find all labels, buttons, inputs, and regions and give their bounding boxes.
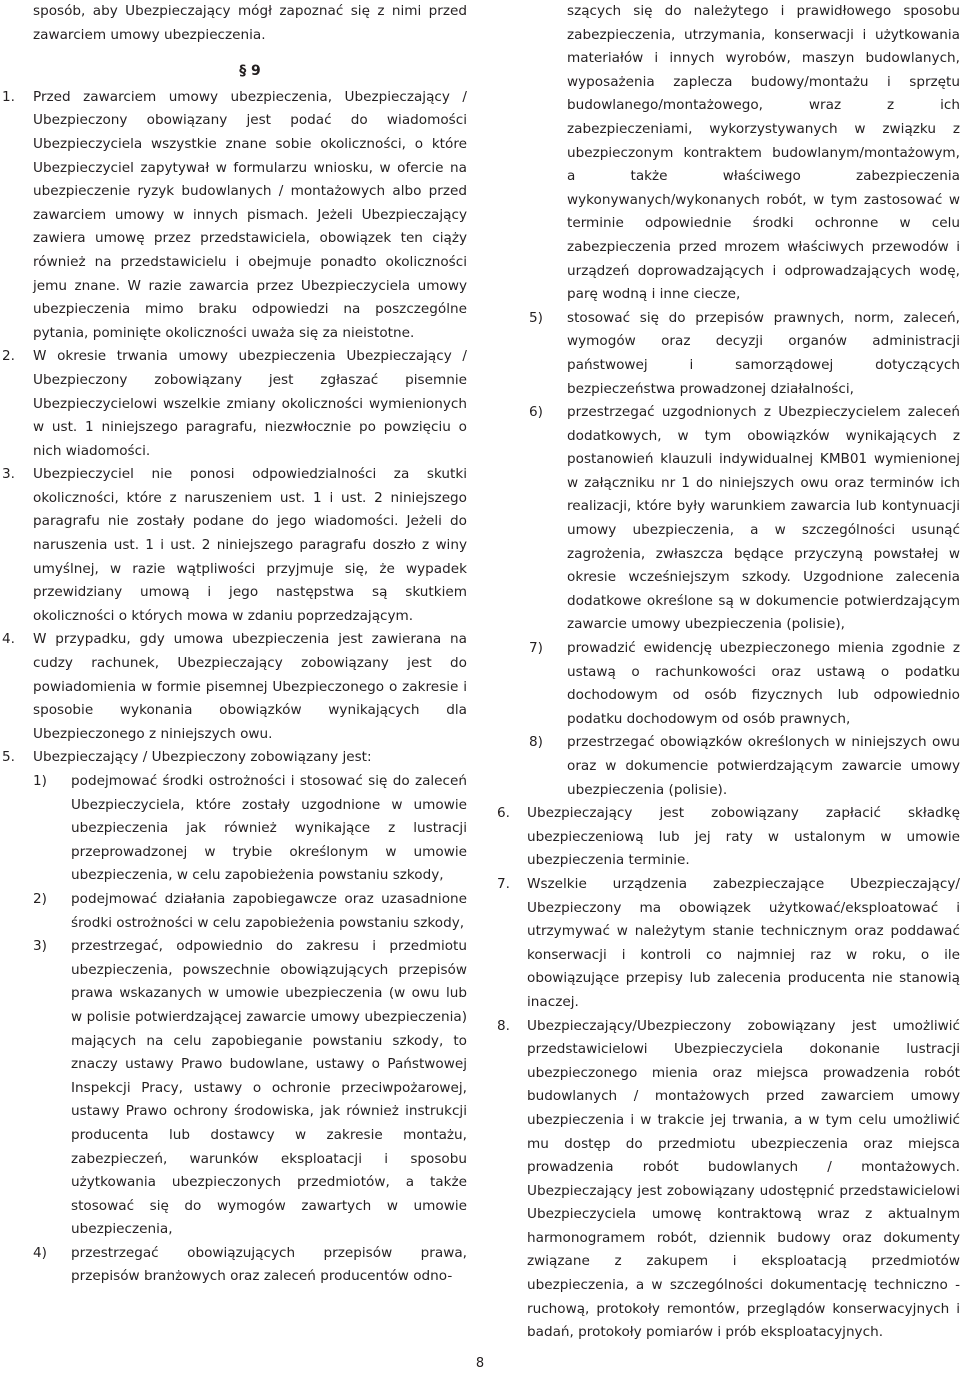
item-number: 7. [497,875,510,892]
sub-item-number: 8) [529,734,543,751]
item-text: Przed zawarciem umowy ubezpieczenia, Ubezpieczający / Ubezpieczony obowiązany jest podać do wiadomości Ubezpieczyciela wszystkie znane sobie okoliczności, o które Ubezpieczyciel zapytywał w formularzu wniosku, w ofercie na ubezpieczenie ryzyk budowlanych / montażowych albo przed zawarciem umowy w innych pismach. Jeżeli Ubezpieczający zawiera umowę przez przedstawiciela, obowiązek ten ciąży również na przedstawicielu i obejmuje ponadto okoliczności jemu znane. W razie zawarcia przez Ubezpieczyciela umowy ubezpieczenia mimo braku odpowiedzi na poszczególne pytania, pominięte okoliczności uważa się za nieistotne. [33,88,467,341]
sub-list-item [500,637,960,731]
item-text: Ubezpieczający / Ubezpieczony zobowiązany jest: [33,749,372,766]
list-item [497,873,960,1015]
sub-item-text: podejmować środki ostrożności i stosować się do zaleceń Ubezpieczyciela, które zostały uzgodnione w umowie ubezpieczenia jak również wynikające z lustracji przeprowadzonej w trybie określonym w umowie ubezpieczenia, w celu zapobieżenia powstaniu szkody, [71,773,467,884]
sub-list-item [500,307,960,401]
page-number: 8 [475,1356,485,1371]
list-item [497,1015,960,1345]
sub-list-item [33,770,467,888]
sub-list-item [500,401,960,637]
sub-item-number: 7) [529,640,543,657]
item-number: 6. [497,805,510,822]
item-number: 2. [2,348,15,365]
item-text: W przypadku, gdy umowa ubezpieczenia jest zawierana na cudzy rachunek, Ubezpieczający zobowiązany jest do powiadomienia w formie pisemnej Ubezpieczonego o zakresie i sposobie wykonania obowiązków wynikających dla Ubezpieczonego z niniejszych owu. [33,631,467,742]
list-item [2,463,467,628]
item-number: 4. [2,631,15,648]
sub-item-number: 6) [529,404,543,421]
item-number: 5. [2,749,15,766]
sub-item-text: przestrzegać, odpowiednio do zakresu i przedmiotu ubezpieczenia, powszechnie obowiązujących przepisów prawa wskazanych w umowie ubezpieczenia (w owu lub w polisie potwierdzającej zawarcie umowy ubezpieczenia) mających na celu zapobieganie powstaniu szkody, to znaczy ustawy Prawo budowlane, ustawy o Państwowej Inspekcji Pracy, ustawy o ochronie przeciwpożarowej, ustawy Prawo ochrony środowiska, jak również instrukcji producenta lub dostawcy w zakresie montażu, zabezpieczeń, warunków eksploatacji i sposobu użytkowania ubezpieczonych przedmiotów, a także stosować się do wymogów zawartych w umowie ubezpieczenia, [71,938,467,1238]
sub-item-number: 2) [33,890,47,907]
sub-list-item [33,888,467,935]
right-column [497,0,960,1345]
item-number: 1. [2,88,15,105]
sub-item-text: przestrzegać uzgodnionych z Ubezpieczycielem zaleceń dodatkowych, w tym obowiązków wynikających z postanowień klauzuli indywidualnej KMB01 wymienionej w załączniku nr 1 do niniejszych owu oraz terminów ich realizacji, które były warunkiem zawarcia lub kontynuacji umowy ubezpieczenia, a w szczególności usunąć zagrożenia, zwłaszcza będące przyczyną powstałej w okresie wcześniejszym szkody. Uzgodnione zalecenia dodatkowe określone są w dokumencie potwierdzającym zawarcie umowy ubezpieczenia (polisie), [567,404,960,633]
sub-item-number: 1) [33,773,47,789]
sub-item-text: przestrzegać obowiązujących przepisów prawa, przepisów branżowych oraz zaleceń producentów odno- [71,1244,467,1285]
continuation-text: szących się do należytego i prawidłowego sposobu zabezpieczenia, utrzymania, konserwacji i użytkowania materiałów i innych wyrobów, maszyn budowlanych, wyposażenia zaplecza budowy/montażu i sprzętu budowlanego/montażowego, wraz z ich zabezpieczeniami, wykorzystywanych w związku z ubezpieczonym kontraktem budowlanym/montażowym, a także właściwego zabezpieczenia wykonywanych/wykonanych robót, w tym zastosować w terminie odpowiednie środki ochronne w celu zabezpieczenia przed mrozem właściwych przewodów i urządzeń doprowadzających i odprowadzających wodę, parę wodną i inne ciecze, [567,3,960,303]
sub-list-item [500,731,960,802]
sub-list-item [33,1242,467,1289]
sub-item-number: 5) [529,309,543,326]
left-column [2,0,467,1289]
list-item [2,345,467,463]
intro-text: sposób, aby Ubezpieczający mógł zapoznać się z nimi przed zawarciem umowy ubezpieczenia. [33,3,467,43]
item-number: 8. [497,1017,510,1034]
item-text: Ubezpieczający jest zobowiązany zapłacić składkę ubezpieczeniową lub jej raty w ustalonym w umowie ubezpieczenia terminie. [527,805,960,869]
list-item [2,746,467,770]
sub-list-item [33,935,467,1242]
item-text: Ubezpieczyciel nie ponosi odpowiedzialności za skutki okoliczności, które z naruszeniem ust. 1 i ust. 2 niniejszego paragrafu nie zostały podane do jego wiadomości. Jeżeli do naruszenia ust. 1 i ust. 2 niniejszego paragrafu doszło z winy umyślnej, w razie wątpliwości przyjmuje się, że wypadek przewidziany umową i jego następstwa są skutkiem okoliczności o których mowa w zdaniu poprzedzającym. [33,466,467,624]
sub-item-text: stosować się do przepisów prawnych, norm, zaleceń, wymogów oraz decyzji organów administracji państwowej i samorządowej dotyczących bezpieczeństwa prowadzonej działalności, [567,309,960,397]
item-number: 3. [2,466,15,483]
list-item [497,802,960,873]
sub-item-number: 3) [33,938,47,955]
item-text: W okresie trwania umowy ubezpieczenia Ubezpieczający / Ubezpieczony zobowiązany jest zgłaszać pisemnie Ubezpieczycielowi wszelkie zmiany okoliczności wymienionych w ust. 1 niniejszego paragrafu, niezwłocznie po powzięciu o nich wiadomości. [33,348,467,459]
sub-item-text: podejmować działania zapobiegawcze oraz uzasadnione środki ostrożności w celu zapobieżenia powstaniu szkody, [71,890,467,931]
sub-item-number: 4) [33,1244,47,1261]
list-item [2,86,467,346]
list-item [2,628,467,746]
sub-item-text: przestrzegać obowiązków określonych w niniejszych owu oraz w dokumencie potwierdzającym zawarcie umowy ubezpieczenia (polisie). [567,734,960,798]
item-text: Wszelkie urządzenia zabezpieczające Ubezpieczający/ Ubezpieczony ma obowiązek użytkować/eksploatować i utrzymywać w należytym stanie technicznym oraz poddawać konserwacji i kontroli co najmniej raz w roku, o ile obowiązujące przepisy lub zalecenia producenta nie stanowią inaczej. [527,875,960,1010]
section-title: § 9 [239,63,261,80]
sub-item-text: prowadzić ewidencję ubezpieczonego mienia zgodnie z ustawą o rachunkowości oraz ustawą o podatku dochodowym od osób fizycznych lub odpowiednio podatku dochodowym od osób prawnych, [567,640,960,727]
item-text: Ubezpieczający/Ubezpieczony zobowiązany jest umożliwić przedstawicielowi Ubezpieczyciela dokonanie lustracji ubezpieczonego mienia oraz miejsca prowadzenia robót budowlanych / montażowych przed zawarciem umowy ubezpieczenia i w trakcie jej trwania, a w tym celu umożliwić mu dostęp do przedmiotu ubezpieczenia oraz miejsca prowadzenia robót budowlanych / montażowych. Ubezpieczający jest zobowiązany udostępnić przedstawicielowi Ubezpieczyciela umowę kontraktową wraz z aktualnym harmonogramem robót, dziennik budowy oraz dokumenty związane z zakupem i eksploatacją przedmiotów ubezpieczenia, a w szczególności dokumentację techniczno - ruchową, protokoły remontów, przeglądów konserwacyjnych i badań, protokoły pomiarów i prób eksploatacyjnych. [527,1017,960,1341]
